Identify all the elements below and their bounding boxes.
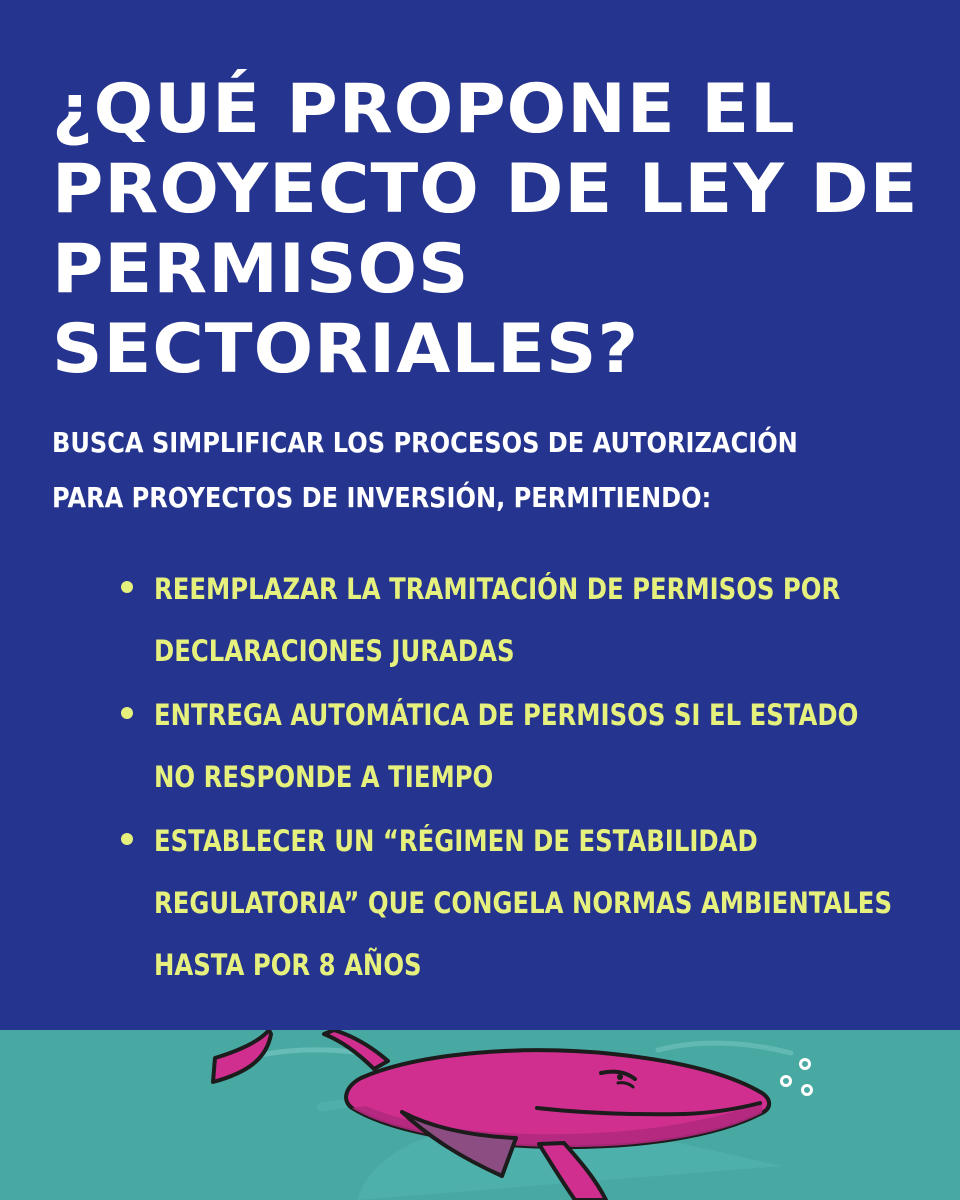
page-title	[52, 70, 938, 390]
bullet-line: DECLARACIONES JURADAS	[154, 634, 515, 668]
bullet-item	[0, 684, 960, 810]
bullet-text	[154, 810, 893, 996]
bullet-dot-icon	[121, 707, 133, 719]
whale-icon	[0, 1030, 960, 1200]
intro-line: BUSCA SIMPLIFICAR LOS PROCESOS DE AUTORIZACIÓN	[52, 426, 798, 459]
bullet-text	[154, 558, 841, 682]
bullet-dot-icon	[121, 833, 133, 845]
intro-line: PARA PROYECTOS DE INVERSIÓN, PERMITIENDO:	[52, 481, 712, 514]
bullet-list	[0, 558, 960, 1000]
sea-illustration	[0, 1030, 960, 1200]
intro-text	[52, 415, 798, 525]
bullet-line: HASTA POR 8 AÑOS	[154, 948, 422, 982]
bullet-item	[0, 810, 960, 1000]
bullet-line: REGULATORIA” QUE CONGELA NORMAS AMBIENTALES	[154, 886, 893, 920]
title-line: PROYECTO DE LEY DE	[52, 150, 919, 229]
title-line: ¿QUÉ PROPONE EL	[52, 70, 796, 149]
bullet-item	[0, 558, 960, 684]
title-line: PERMISOS	[52, 230, 470, 309]
bullet-line: REEMPLAZAR LA TRAMITACIÓN DE PERMISOS POR	[154, 572, 841, 606]
title-line: SECTORIALES?	[52, 310, 640, 389]
bullet-line: ESTABLECER UN “RÉGIMEN DE ESTABILIDAD	[154, 824, 758, 858]
bullet-dot-icon	[121, 581, 133, 593]
bullet-text	[154, 684, 859, 808]
bullet-line: ENTREGA AUTOMÁTICA DE PERMISOS SI EL ESTADO	[154, 698, 859, 732]
bullet-line: NO RESPONDE A TIEMPO	[154, 760, 494, 794]
